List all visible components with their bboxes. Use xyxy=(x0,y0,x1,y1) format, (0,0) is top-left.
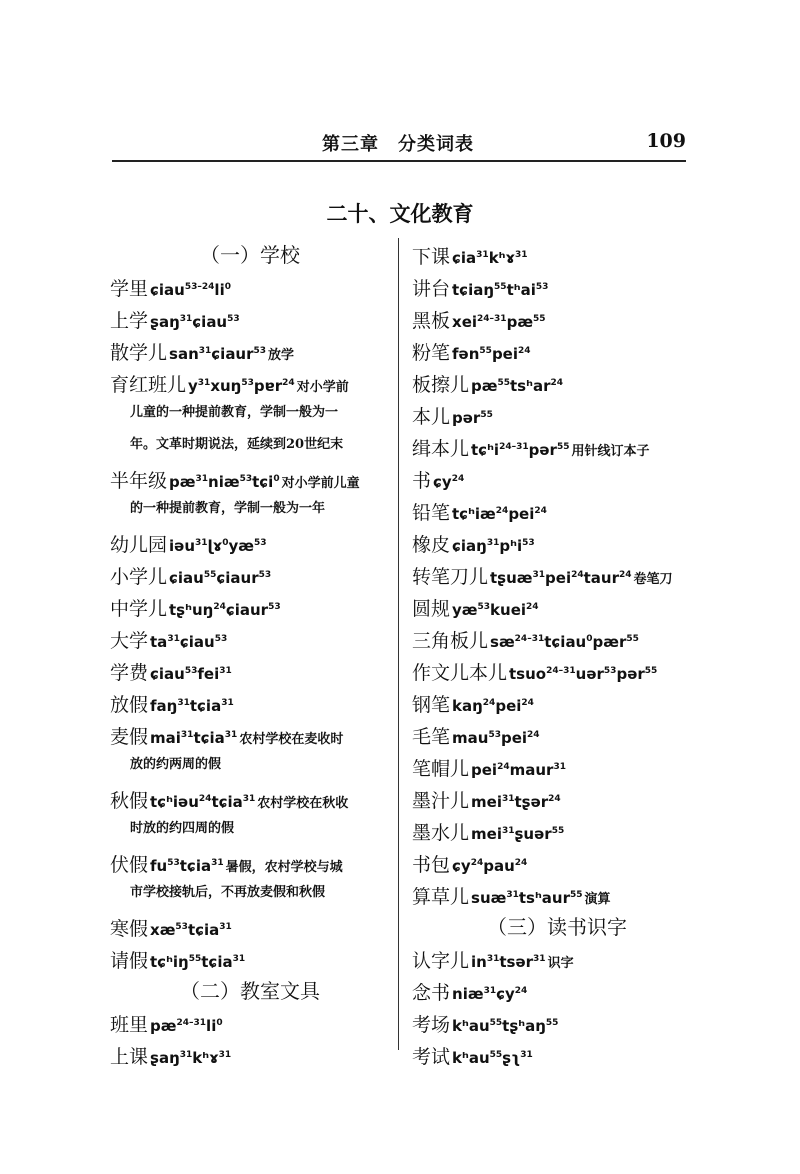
entry-pronunciation: ɕiau$^{55}$ɕiaur$^{53}$ xyxy=(169,569,272,587)
entry-pronunciation: $xei^{24-31}pæ^{55}$ xyxy=(452,313,546,331)
entry-pronunciation: san$^{31}$ɕiaur$^{53}$ xyxy=(169,345,267,363)
entry-word: 念书 xyxy=(412,982,451,1004)
entry-pronunciation: ɕia$^{31}$kʰɤ$^{31}$ xyxy=(452,249,528,267)
entry-gloss: 卷笔刀 xyxy=(633,572,673,587)
dictionary-entry xyxy=(110,626,390,658)
entry-word: 中学儿 xyxy=(110,598,168,620)
entry-word: 认字儿 xyxy=(412,950,470,972)
entry-word: 铅笔 xyxy=(412,502,451,524)
dictionary-entry xyxy=(412,946,702,978)
entry-pronunciation: $iəu^{31}ɭɤ^0yæ^{53}$ xyxy=(169,537,267,555)
dictionary-entry xyxy=(412,402,702,434)
entry-pronunciation: ɕiau$^{53}$fei$^{31}$ xyxy=(150,665,232,683)
dictionary-entry xyxy=(412,242,702,274)
dictionary-entry xyxy=(412,530,702,562)
dictionary-entry xyxy=(110,1042,390,1074)
subsection-heading: （一）学校 xyxy=(200,243,300,267)
dictionary-entry xyxy=(412,562,702,594)
entry-word: 伏假 xyxy=(110,854,149,876)
dictionary-entry xyxy=(412,594,702,626)
dictionary-entry xyxy=(412,466,702,498)
dictionary-entry xyxy=(412,434,702,466)
entry-word: 半年级 xyxy=(110,470,168,492)
chapter-title: 第三章 分类词表 xyxy=(322,134,474,155)
subsection-heading: （三）读书识字 xyxy=(487,915,627,939)
dictionary-entry xyxy=(110,370,390,402)
entry-word: 麦假 xyxy=(110,726,149,748)
entry-pronunciation: $in^{31}tsər^{31}$ xyxy=(471,953,546,971)
section-title: 二十、文化教育 xyxy=(326,201,474,226)
entry-pronunciation: tsuo$^{24-31}$uər$^{53}$pər$^{55}$ xyxy=(509,665,658,683)
page-number: 109 xyxy=(646,130,686,152)
entry-word: 板擦儿 xyxy=(412,374,470,396)
entry-pronunciation: kaŋ$^{24}$pei$^{24}$ xyxy=(452,697,534,715)
entry-pronunciation: pei$^{24}$maur$^{31}$ xyxy=(471,761,566,779)
entry-pronunciation: $fu^{53}tɕia^{31}$ xyxy=(150,857,224,875)
entry-word: 考场 xyxy=(412,1014,451,1036)
header-rule xyxy=(112,160,686,162)
entry-word: 书 xyxy=(412,470,432,492)
entry-word: 上学 xyxy=(110,310,149,332)
dictionary-entry xyxy=(412,690,702,722)
entry-pronunciation: kʰau$^{55}$tʂʰaŋ$^{55}$ xyxy=(452,1017,559,1035)
entry-pronunciation: tʂʰuŋ$^{24}$ɕiaur$^{53}$ xyxy=(169,601,281,619)
running-header xyxy=(112,128,686,162)
dictionary-entry xyxy=(412,722,702,754)
entry-gloss: 对小学前儿童 xyxy=(281,476,360,491)
entry-word: 黑板 xyxy=(412,310,451,332)
entry-word: 考试 xyxy=(412,1046,451,1068)
entry-pronunciation: fən$^{55}$pei$^{24}$ xyxy=(452,345,531,363)
entry-word: 墨水儿 xyxy=(412,822,470,844)
left-column xyxy=(110,242,390,1074)
dictionary-entry xyxy=(110,658,390,690)
entry-word: 学费 xyxy=(110,662,149,684)
dictionary-entry xyxy=(412,306,702,338)
dictionary-entry xyxy=(412,338,702,370)
entry-word: 下课 xyxy=(412,246,451,268)
dictionary-entry xyxy=(412,1010,702,1042)
entry-pronunciation: tɕʰiəu$^{24}$tɕia$^{31}$ xyxy=(150,793,256,811)
dictionary-entry xyxy=(110,530,390,562)
entry-pronunciation: ʂaŋ$^{31}$kʰɤ$^{31}$ xyxy=(150,1049,232,1067)
entry-word: 粉笔 xyxy=(412,342,451,364)
entry-word: 橡皮 xyxy=(412,534,451,556)
entry-word: 本儿 xyxy=(412,406,451,428)
entry-pronunciation: ɕy$^{24}$ xyxy=(433,473,465,491)
dictionary-entry xyxy=(110,306,390,338)
entry-word: 三角板儿 xyxy=(412,630,489,652)
entry-word: 小学儿 xyxy=(110,566,168,588)
entry-pronunciation: tɕʰi$^{24-31}$pər$^{55}$ xyxy=(471,441,570,459)
entry-pronunciation: $pæ^{24-31}li^0$ xyxy=(150,1017,223,1035)
dictionary-entry xyxy=(110,722,390,754)
entry-gloss: 对小学前 xyxy=(296,380,349,395)
dictionary-entry xyxy=(110,914,390,946)
dictionary-entry xyxy=(110,786,390,818)
gloss-continuation: 市学校接轨后，不再放麦假和秋假 xyxy=(130,885,326,900)
entry-pronunciation: $y^{31}xuŋ^{53}pɐr^{24}$ xyxy=(188,377,295,395)
entry-pronunciation: kʰau$^{55}$ʂʅ$^{31}$ xyxy=(452,1049,533,1067)
entry-pronunciation: mei$^{31}$tʂər$^{24}$ xyxy=(471,793,561,811)
entry-word: 圆规 xyxy=(412,598,451,620)
entry-word: 书包 xyxy=(412,854,451,876)
entry-pronunciation: $pæ^{31}niæ^{53}tɕi^0$ xyxy=(169,473,280,491)
entry-pronunciation: ʂaŋ$^{31}$ɕiau$^{53}$ xyxy=(150,313,240,331)
gloss-continuation: 年。文革时期说法，延续到20世纪末 xyxy=(130,437,344,452)
dictionary-entry xyxy=(412,658,702,690)
entry-gloss: 农村学校在麦收时 xyxy=(239,732,344,747)
entry-word: 班里 xyxy=(110,1014,149,1036)
entry-pronunciation: $ɕiau^{53-24}li^0$ xyxy=(150,281,231,299)
entry-word: 育红班儿 xyxy=(110,374,187,396)
entry-gloss: 演算 xyxy=(584,892,611,907)
dictionary-entry xyxy=(412,370,702,402)
dictionary-entry xyxy=(110,690,390,722)
entry-pronunciation: mai$^{31}$tɕia$^{31}$ xyxy=(150,729,238,747)
entry-word: 秋假 xyxy=(110,790,149,812)
entry-word: 讲台 xyxy=(412,278,451,300)
entry-word: 寒假 xyxy=(110,918,149,940)
entry-word: 缉本儿 xyxy=(412,438,470,460)
dictionary-entry xyxy=(412,498,702,530)
entry-pronunciation: $pæ^{55}tsʰar^{24}$ xyxy=(471,377,563,395)
dictionary-entry xyxy=(110,274,390,306)
entry-pronunciation: faŋ$^{31}$tɕia$^{31}$ xyxy=(150,697,234,715)
entry-pronunciation: $xæ^{53}tɕia^{31}$ xyxy=(150,921,232,939)
entry-pronunciation: tɕʰiŋ$^{55}$tɕia$^{31}$ xyxy=(150,953,246,971)
entry-word: 学里 xyxy=(110,278,149,300)
dictionary-entry xyxy=(110,466,390,498)
entry-word: 转笔刀儿 xyxy=(412,566,489,588)
gloss-continuation: 放的约两周的假 xyxy=(130,757,222,772)
entry-pronunciation: $ta^{31}ɕiau^{53}$ xyxy=(150,633,228,651)
gloss-continuation: 儿童的一种提前教育，学制一般为一 xyxy=(130,405,339,420)
entry-word: 幼儿园 xyxy=(110,534,168,556)
entry-gloss: 放学 xyxy=(268,348,295,363)
dictionary-entry xyxy=(412,786,702,818)
dictionary-entry xyxy=(412,1042,702,1074)
entry-pronunciation: tʂuæ$^{31}$pei$^{24}$taur$^{24}$ xyxy=(490,569,632,587)
entry-pronunciation: mei$^{31}$ʂuər$^{55}$ xyxy=(471,825,565,843)
dictionary-entry xyxy=(110,562,390,594)
entry-pronunciation: $sæ^{24-31}tɕiau^0pær^{55}$ xyxy=(490,633,639,651)
dictionary-entry xyxy=(412,274,702,306)
dictionary-entry xyxy=(412,818,702,850)
entry-word: 请假 xyxy=(110,950,149,972)
entry-word: 上课 xyxy=(110,1046,149,1068)
entry-pronunciation: ɕiaŋ$^{31}$pʰi$^{53}$ xyxy=(452,537,535,555)
entry-word: 笔帽儿 xyxy=(412,758,470,780)
entry-pronunciation: pər$^{55}$ xyxy=(452,409,493,427)
column-divider xyxy=(398,238,399,1050)
gloss-continuation: 的一种提前教育，学制一般为一年 xyxy=(130,501,326,516)
dictionary-entry xyxy=(412,882,702,914)
entry-pronunciation: mau$^{53}$pei$^{24}$ xyxy=(452,729,540,747)
entry-word: 毛笔 xyxy=(412,726,451,748)
entry-gloss: 用针线订本子 xyxy=(571,444,650,459)
entry-word: 作文儿本儿 xyxy=(412,662,508,684)
entry-gloss: 暑假，农村学校与城 xyxy=(225,860,343,875)
entry-pronunciation: suæ$^{31}$tsʰaur$^{55}$ xyxy=(471,889,583,907)
dictionary-entry xyxy=(412,754,702,786)
dictionary-entry xyxy=(110,1010,390,1042)
dictionary-entry xyxy=(110,338,390,370)
dictionary-entry xyxy=(110,594,390,626)
entry-pronunciation: tɕʰiæ$^{24}$pei$^{24}$ xyxy=(452,505,547,523)
entry-word: 散学儿 xyxy=(110,342,168,364)
entry-pronunciation: tɕiaŋ$^{55}$tʰai$^{53}$ xyxy=(452,281,549,299)
entry-pronunciation: $yæ^{53}kuei^{24}$ xyxy=(452,601,539,619)
entry-gloss: 农村学校在秋收 xyxy=(257,796,349,811)
entry-word: 墨汁儿 xyxy=(412,790,470,812)
entry-word: 放假 xyxy=(110,694,149,716)
gloss-continuation: 时放的约四周的假 xyxy=(130,821,235,836)
subsection-heading: （二）教室文具 xyxy=(180,979,320,1003)
entry-pronunciation: niæ$^{31}$ɕy$^{24}$ xyxy=(452,985,528,1003)
entry-word: 大学 xyxy=(110,630,149,652)
entry-word: 钢笔 xyxy=(412,694,451,716)
dictionary-entry xyxy=(110,850,390,882)
dictionary-entry xyxy=(110,946,390,978)
entry-word: 算草儿 xyxy=(412,886,470,908)
dictionary-entry xyxy=(412,850,702,882)
dictionary-entry xyxy=(412,978,702,1010)
dictionary-entry xyxy=(412,626,702,658)
entry-gloss: 识字 xyxy=(547,956,574,971)
right-column xyxy=(412,242,702,1074)
entry-pronunciation: ɕy$^{24}$pau$^{24}$ xyxy=(452,857,528,875)
